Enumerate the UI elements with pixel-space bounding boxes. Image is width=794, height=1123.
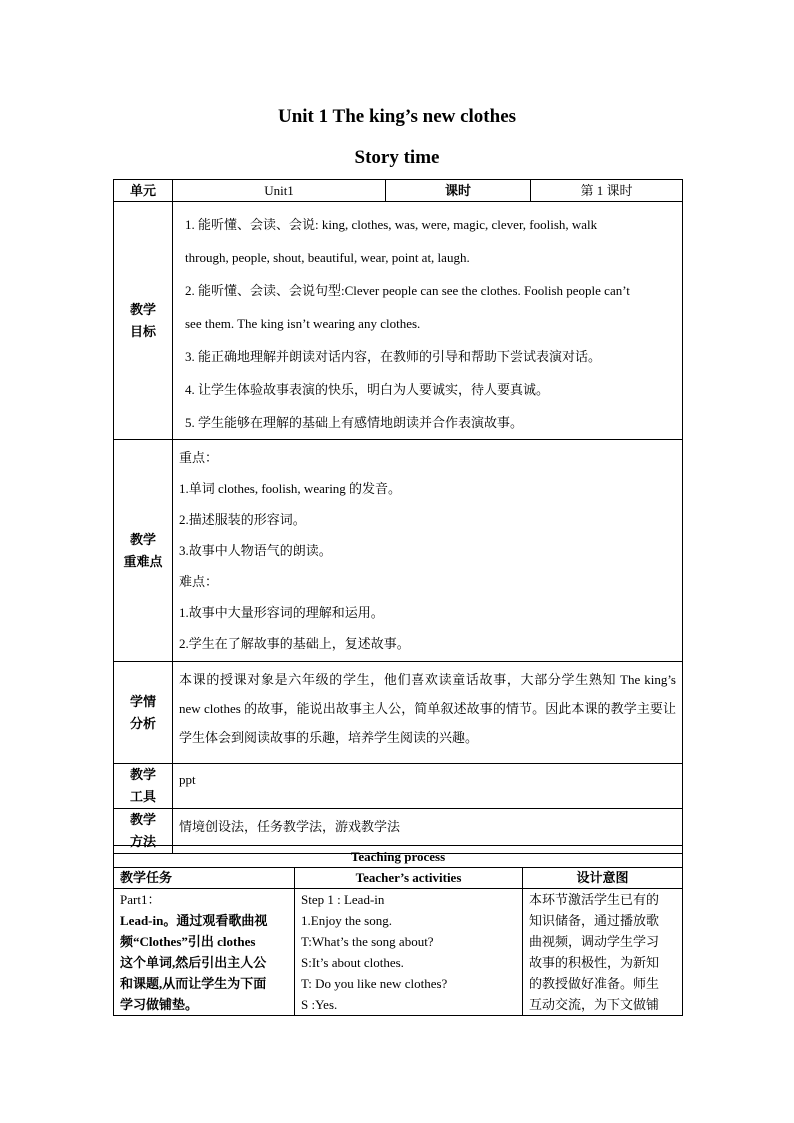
period-value: 第 1 课时 <box>531 180 683 202</box>
keypoint-line: 1.单词 clothes, foolish, wearing 的发音。 <box>179 481 402 496</box>
activity-line: T: Do you like new clothes? <box>301 976 448 991</box>
lesson-plan-table <box>113 179 683 854</box>
period-label: 课时 <box>386 180 531 202</box>
activity-line: S :Yes. <box>301 997 338 1012</box>
goal-line: 5. 学生能够在理解的基础上有感情地朗读并合作表演故事。 <box>185 415 524 430</box>
task-line: 和课题,从而让学生为下面 <box>120 976 267 991</box>
keypoints-label-text: 教学 重难点 <box>123 531 163 569</box>
keypoint-line: 2.描述服装的形容词。 <box>179 512 306 527</box>
keypoints-content <box>173 440 683 662</box>
intent-line: 的教授做好准备。师生 <box>529 976 660 991</box>
activity-line: S:It’s about clothes. <box>301 955 404 970</box>
task-cell <box>114 889 295 1016</box>
unit-value: Unit1 <box>173 180 386 202</box>
activity-line: T:What’s the song about? <box>301 934 434 949</box>
goal-line: 3. 能正确地理解并朗读对话内容，在教师的引导和帮助下尝试表演对话。 <box>185 349 602 364</box>
methods-label-text: 教学 方法 <box>129 812 156 849</box>
unit-label: 单元 <box>114 180 173 202</box>
goals-row <box>114 202 683 440</box>
intent-line: 知识储备，通过播放歌 <box>529 913 660 928</box>
goal-line: 1. 能听懂、会读、会说: king, clothes, was, were, magic, clever, foolish, walk <box>185 217 598 232</box>
tools-label <box>114 764 173 809</box>
activity-line: 1.Enjoy the song. <box>301 913 392 928</box>
goal-line: 4. 让学生体验故事表演的快乐，明白为人要诚实，待人要真诚。 <box>185 382 550 397</box>
keypoint-line: 重点： <box>179 450 219 465</box>
intent-line: 互动交流，为下文做铺 <box>529 997 660 1012</box>
intent-cell <box>523 889 683 1016</box>
analysis-label <box>114 662 173 764</box>
goal-line: see them. The king isn’t wearing any clothes. <box>185 316 421 331</box>
task-line: Lead-in。通过观看歌曲视 <box>120 913 268 928</box>
process-row <box>114 889 683 1016</box>
activities-cell <box>295 889 523 1016</box>
task-line: 频“Clothes”引出 clothes <box>120 934 256 949</box>
keypoint-line: 1.故事中大量形容词的理解和运用。 <box>179 605 384 620</box>
tools-content: ppt <box>173 764 683 809</box>
analysis-content: 本课的授课对象是六年级的学生，他们喜欢读童话故事，大部分学生熟知 The king’s new clothes 的故事，能说出故事主人公，简单叙述故事的情节。因此本课的教学主要让学生体会到阅读故事的乐趣，培养学生阅读的兴趣。 <box>173 662 683 764</box>
goal-line: 2. 能听懂、会读、会说句型:Clever people can see the clothes. Foolish people can’t <box>185 283 630 298</box>
document-title: Unit 1 The king’s new clothes <box>277 106 517 127</box>
process-title: Teaching process <box>114 846 683 868</box>
analysis-label-text: 学情 分析 <box>129 693 156 731</box>
task-line: 这个单词,然后引出主人公 <box>120 955 267 970</box>
process-header-row <box>114 868 683 889</box>
intent-line: 曲视频，调动学生学习 <box>529 934 660 949</box>
intent-line: 故事的积极性，为新知 <box>529 955 660 970</box>
col-intent-header: 设计意图 <box>523 868 683 889</box>
goal-line: through, people, shout, beautiful, wear, point at, laugh. <box>185 250 470 265</box>
document-subtitle: Story time <box>354 147 440 168</box>
goals-label <box>114 202 173 440</box>
header-row <box>114 180 683 202</box>
task-line: 学习做铺垫。 <box>120 997 199 1012</box>
methods-content: 情境创设法，任务教学法，游戏教学法 <box>173 809 683 854</box>
analysis-row <box>114 662 683 764</box>
keypoint-line: 3.故事中人物语气的朗读。 <box>179 543 332 558</box>
teaching-process-table <box>113 845 683 1016</box>
goals-content <box>173 202 683 440</box>
keypoint-line: 难点： <box>179 574 219 589</box>
keypoints-row <box>114 440 683 662</box>
tools-label-text: 教学 工具 <box>129 767 156 804</box>
col-task-header: 教学任务 <box>114 868 295 889</box>
activity-line: Step 1 : Lead-in <box>301 892 385 907</box>
keypoint-line: 2.学生在了解故事的基础上，复述故事。 <box>179 636 410 651</box>
process-title-row <box>114 846 683 868</box>
goals-label-text: 教学 目标 <box>129 301 156 339</box>
tools-row <box>114 764 683 809</box>
col-activities-header: Teacher’s activities <box>295 868 523 889</box>
keypoints-label <box>114 440 173 662</box>
task-line: Part1： <box>120 892 161 907</box>
intent-line: 本环节激活学生已有的 <box>529 892 660 907</box>
